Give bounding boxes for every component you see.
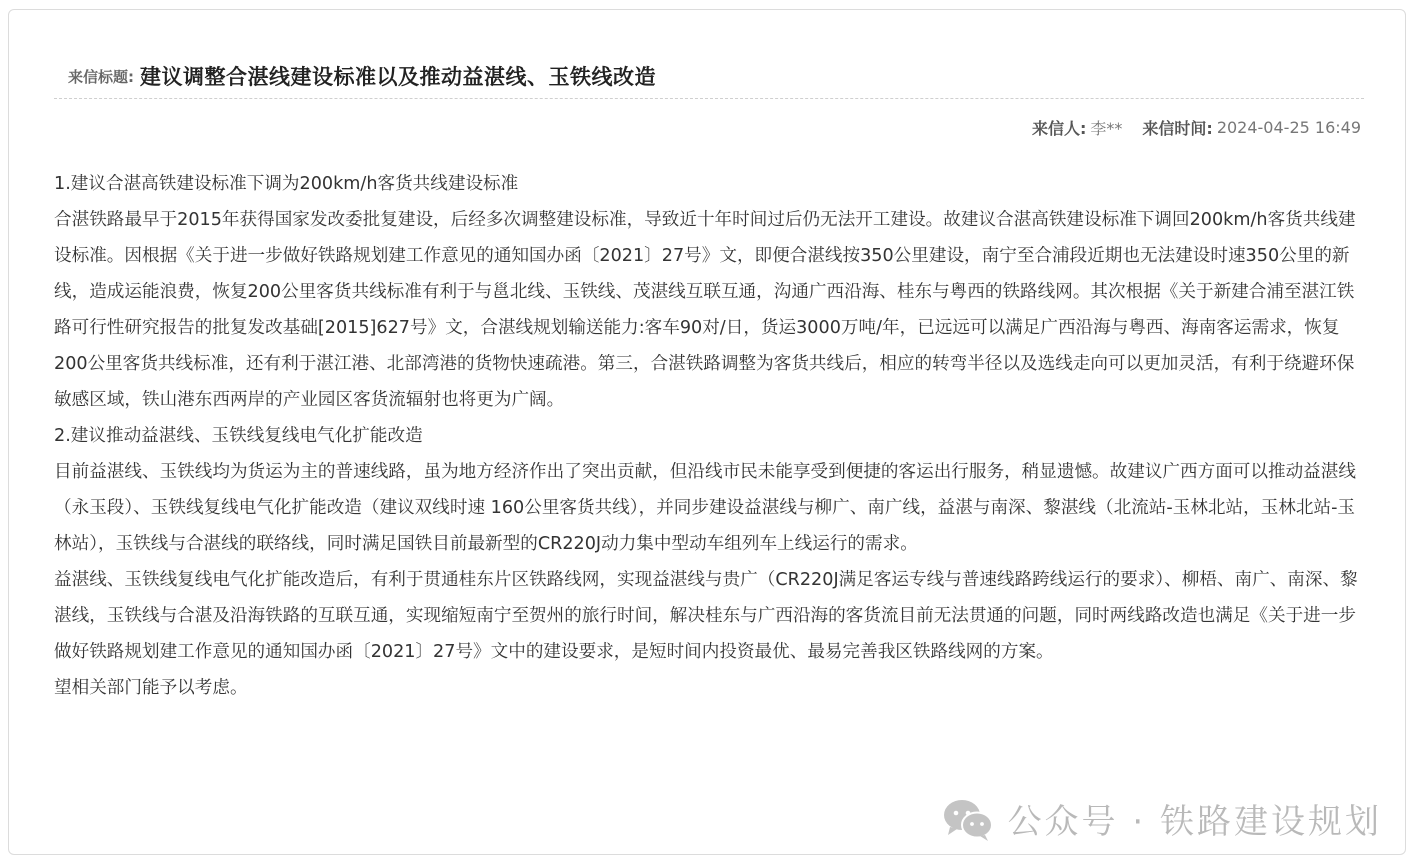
- meta-row: [1032, 116, 1361, 139]
- body-paragraph: 1.建议合湛高铁建设标准下调为200km/h客货共线建设标准: [54, 174, 519, 194]
- title-label: 来信标题:: [68, 67, 134, 86]
- letter-card: [8, 9, 1406, 855]
- watermark: [942, 794, 1382, 843]
- body-paragraph: 合湛铁路最早于2015年获得国家发改委批复建设，后经多次调整建设标准，导致近十年时间过后仍无法开工建设。故建议合湛高铁建设标准下调回200km/h客货共线建设标准。因根据《关于进一步做好铁路规划建工作意见的通知国办函〔2021〕27号》文，即便合湛线按350公里建设，南宁至合浦段近期也无法建设时速350公里的新线，造成运能浪费，恢复200公里客货共线标准有利于与邕北线、玉铁线、茂湛线互联互通，沟通广西沿海、桂东与粤西的铁路线网。其次根据《关于新建合浦至湛江铁路可行性研究报告的批复发改基础[2015]627号》文，合湛线规划输送能力:客车90对/日，货运3000万吨/年，已远远可以满足广西沿海与粤西、海南客运需求，恢复200公里客货共线标准，还有利于湛江港、北部湾港的货物快速疏港。第三，合湛铁路调整为客货共线后，相应的转弯半径以及选线走向可以更加灵活，有利于绕避环保敏感区域，铁山港东西两岸的产业园区客货流辐射也将更为广阔。: [54, 210, 1356, 410]
- letter-body: [54, 166, 1366, 706]
- watermark-text: 公众号 · 铁路建设规划: [1007, 802, 1382, 842]
- sender-value: 李**: [1090, 119, 1123, 138]
- sender-label: 来信人:: [1031, 119, 1087, 138]
- body-paragraph: 益湛线、玉铁线复线电气化扩能改造后，有利于贯通桂东片区铁路线网，实现益湛线与贵广（CR220J满足客运专线与普速线路跨线运行的要求）、柳梧、南广、南深、黎湛线，玉铁线与合湛及沿海铁路的互联互通，实现缩短南宁至贺州的旅行时间，解决桂东与广西沿海的客货流目前无法贯通的问题，同时两线路改造也满足《关于进一步做好铁路规划建工作意见的通知国办函〔2021〕27号》文中的建设要求，是短时间内投资最优、最易完善我区铁路线网的方案。: [54, 570, 1358, 662]
- body-paragraph: 望相关部门能予以考虑。: [54, 678, 248, 698]
- time-label: 来信时间:: [1142, 119, 1213, 138]
- wechat-icon: [942, 797, 994, 841]
- body-paragraph: 目前益湛线、玉铁线均为货运为主的普速线路，虽为地方经济作出了突出贡献，但沿线市民未能享受到便捷的客运出行服务，稍显遗憾。故建议广西方面可以推动益湛线（永玉段）、玉铁线复线电气化扩能改造（建议双线时速 160公里客货共线），并同步建设益湛线与柳广、南广线，益湛与南深、黎湛线（北流站-玉林北站，玉林北站-玉林站），玉铁线与合湛线的联络线，同时满足国铁目前最新型的CR220J动力集中型动车组列车上线运行的需求。: [54, 462, 1356, 554]
- title-row: [54, 54, 1364, 99]
- time-value: 2024-04-25 16:49: [1216, 118, 1361, 137]
- body-paragraph: 2.建议推动益湛线、玉铁线复线电气化扩能改造: [54, 426, 423, 446]
- page-title: 建议调整合湛线建设标准以及推动益湛线、玉铁线改造: [140, 65, 656, 89]
